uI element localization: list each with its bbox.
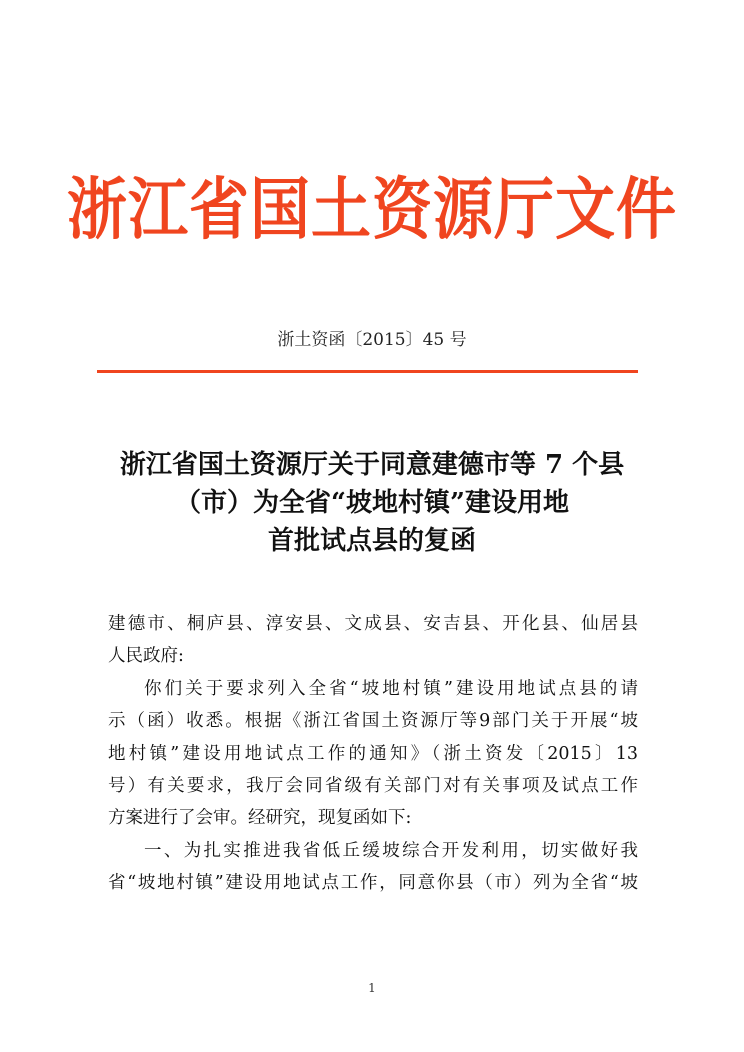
title-line-3: 首批试点县的复函 (267, 526, 476, 556)
paragraph-2-line-2: 省“坡地村镇”建设用地试点工作，同意你县（市）列为全省“坡 (108, 873, 638, 894)
paragraph-1-line-4: 号）有关要求，我厅会同省级有关部门对有关事项及试点工作 (108, 776, 638, 797)
document-title (80, 446, 664, 560)
title-line-1: 浙江省国土资源厅关于同意建德市等 7 个县 (119, 450, 625, 480)
document-masthead: 浙江省国土资源厅文件 (67, 170, 677, 250)
paragraph-1-line-2: 示（函）收悉。根据《浙江省国土资源厅等9部门关于开展“坡 (108, 711, 638, 732)
paragraph-2-line-1: 一、为扎实推进我省低丘缓坡综合开发利用，切实做好我 (144, 840, 638, 861)
title-line-2: （市）为全省“坡地村镇”建设用地 (175, 488, 569, 518)
page-number: 1 (368, 981, 376, 995)
paragraph-1-line-5: 方案进行了会审。经研究，现复函如下: (108, 808, 412, 829)
red-divider-rule (97, 370, 638, 373)
document-body (108, 608, 638, 900)
paragraph-1-line-3: 地村镇”建设用地试点工作的通知》（浙土资发〔2015〕13 (108, 743, 638, 764)
paragraph-1-line-1: 你们关于要求列入全省“坡地村镇”建设用地试点县的请 (144, 678, 638, 699)
salutation-line-2: 人民政府: (108, 646, 184, 667)
salutation-line-1: 建德市、桐庐县、淳安县、文成县、安吉县、开化县、仙居县 (108, 614, 638, 634)
document-number: 浙土资函〔2015〕45 号 (277, 330, 467, 350)
